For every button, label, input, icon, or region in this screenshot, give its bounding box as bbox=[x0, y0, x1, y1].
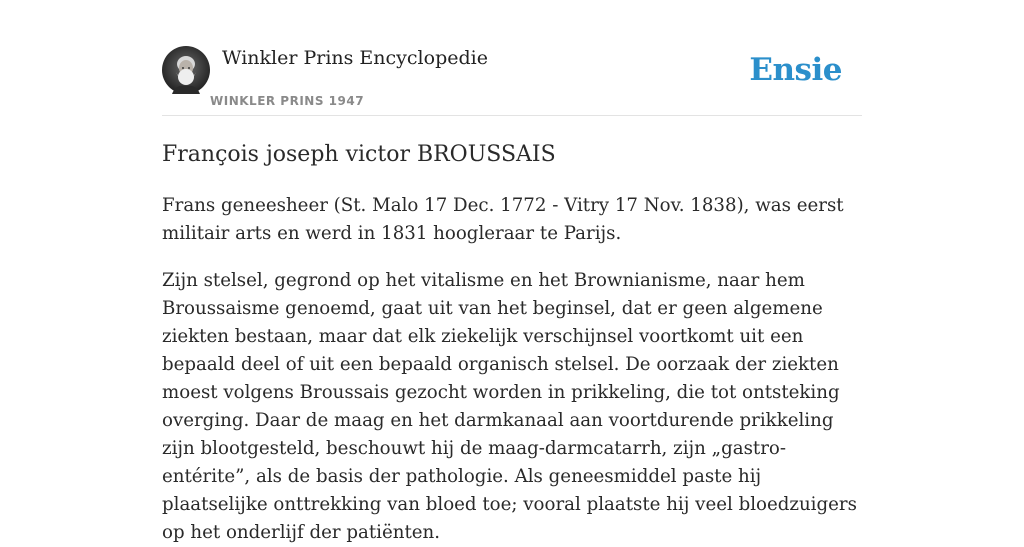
source-title[interactable]: Winkler Prins Encyclopedie bbox=[222, 47, 488, 69]
article-paragraph: Zijn stelsel, gegrond op het vitalisme en het Brownianisme, naar hem Broussaisme genoemd, gaat uit van het beginsel, dat er geen algemene ziekten bestaan, maar dat elk ziekelijk verschijnsel voortkomt uit een bepaald deel of uit een bepaald organisch stelsel. De oorzaak der ziekten moest volgens Broussais gezocht worden in prikkeling, die tot ontsteking overging. Daar de maag en het darmkanaal aan voortdurende prikkeling zijn blootgesteld, beschouwt hij de maag-darmcatarrh, zijn „gastro-entérite”, als de basis der pathologie. Als geneesmiddel paste hij plaatselijke onttrekking van bloed toe; vooral plaatste hij veel bloedzuigers op het onderlijf der patiënten. bbox=[162, 270, 857, 543]
article-paragraph: Frans geneesheer (St. Malo 17 Dec. 1772 - Vitry 17 Nov. 1838), was eerst militair arts en werd in 1831 hoogleraar te Parijs. bbox=[162, 195, 844, 244]
brand-logo[interactable]: Ensie bbox=[749, 52, 842, 88]
article bbox=[162, 140, 862, 547]
source-header bbox=[162, 46, 862, 116]
article-title: François joseph victor BROUSSAIS bbox=[162, 142, 556, 167]
portrait-bearded-man-icon[interactable] bbox=[162, 46, 210, 94]
source-subtitle[interactable]: WINKLER PRINS 1947 bbox=[210, 94, 365, 108]
